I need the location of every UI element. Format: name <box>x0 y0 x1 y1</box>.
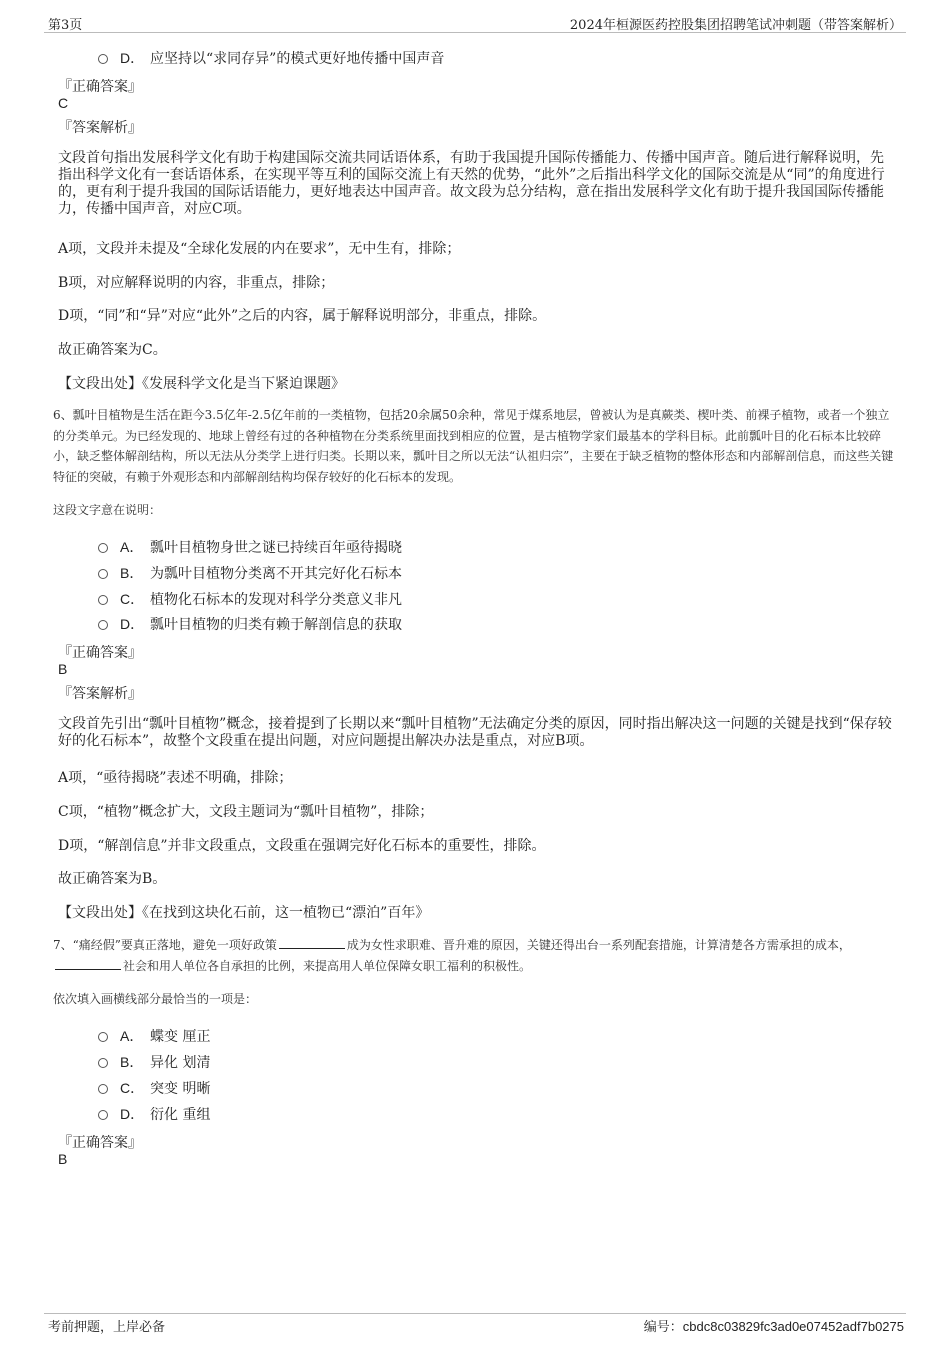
page-number: 第3页 <box>48 18 83 33</box>
q5-analysis-label: 『答案解析』 <box>58 120 142 136</box>
blank-line <box>279 936 345 949</box>
q6-option-d[interactable]: D． 瓢叶目植物的归类有赖于解剖信息的获取 <box>98 614 402 634</box>
document-code: 编号：cbdc8c03829fc3ad0e07452adf7b0275 <box>643 1319 904 1335</box>
q5-answer-label: 『正确答案』 <box>58 79 142 95</box>
q5-note-b: B项，对应解释说明的内容，非重点，排除； <box>58 275 335 291</box>
q6-option-b[interactable]: B． 为瓢叶目植物分类离不开其完好化石标本 <box>98 563 402 583</box>
page-footer <box>44 1313 906 1340</box>
blank-line <box>55 957 121 970</box>
radio-icon[interactable] <box>98 1058 108 1068</box>
page-header <box>44 12 906 33</box>
radio-icon[interactable] <box>98 620 108 630</box>
q7-option-c[interactable]: C． 突变 明晰 <box>98 1078 210 1098</box>
radio-icon[interactable] <box>98 1110 108 1120</box>
document-title: 2024年桓源医药控股集团招聘笔试冲刺题（带答案解析） <box>569 18 902 33</box>
radio-icon[interactable] <box>98 569 108 579</box>
q6-note-a: A项，“亟待揭晓”表述不明确，排除； <box>58 770 293 786</box>
q7-answer-label: 『正确答案』 <box>58 1135 142 1151</box>
q6-conclusion: 故正确答案为B。 <box>58 871 167 887</box>
q6-option-c[interactable]: C． 植物化石标本的发现对科学分类意义非凡 <box>98 589 402 609</box>
footer-slogan: 考前押题，上岸必备 <box>48 1320 166 1335</box>
q6-note-c: C项，“植物”概念扩大，文段主题词为“瓢叶目植物”，排除； <box>58 804 434 820</box>
q6-source: 【文段出处】《在找到这块化石前，这一植物已“漂泊”百年》 <box>58 905 430 921</box>
q6-note-d: D项，“解剖信息”并非文段重点，文段重在强调完好化石标本的重要性，排除。 <box>58 838 546 854</box>
q7-stem: 7、“痛经假”要真正落地，避免一项好政策 成为女性求职难、晋升难的原因，关键还得出台一系列配套措施，计算清楚各方需承担的成本，社会和用人单位各自承担的比例，来提高用人单位保障女职工福利的积极性。 <box>53 938 851 973</box>
q5-note-a: A项，文段并未提及“全球化发展的内在要求”，无中生有，排除； <box>58 241 461 257</box>
radio-icon[interactable] <box>98 1032 108 1042</box>
q7-option-b[interactable]: B． 异化 划清 <box>98 1052 210 1072</box>
radio-icon[interactable] <box>98 543 108 553</box>
q5-analysis: 文段首句指出发展科学文化有助于构建国际交流共同话语体系，有助于我国提升国际传播能力、传播中国声音。随后进行解释说明，先指出科学文化有一套话语体系，在实现平等互利的国际交流上有天然的优势，“此外”之后指出科学文化的国际交流是从“同”的角度进行的，更有利于提升我国的国际话语能力，更好地表达中国声音。故文段为总分结构，意在指出发展科学文化有助于提升我国国际传播能力，传播中国声音，对应C项。 <box>58 150 885 217</box>
q7-answer: B <box>58 1151 68 1167</box>
q6-answer: B <box>58 661 68 677</box>
q6-answer-label: 『正确答案』 <box>58 645 142 661</box>
q7-option-a[interactable]: A． 蝶变 厘正 <box>98 1026 210 1046</box>
q7-prompt: 依次填入画横线部分最恰当的一项是： <box>53 992 258 1006</box>
radio-icon[interactable] <box>98 54 108 64</box>
q6-stem: 6、瓢叶目植物是生活在距今3.5亿年-2.5亿年前的一类植物，包括20余属50余种，常见于煤系地层，曾被认为是真蕨类、楔叶类、前裸子植物，或者一个独立的分类单元。为已经发现的、地球上曾经有过的各种植物在分类系统里面找到相应的位置，是古植物学家们最基本的学科目标。此前瓢叶目的化石标本比较碎小，缺乏整体解剖结构，所以无法从分类学上进行归类。长期以来，瓢叶目之所以无法“认祖归宗”，主要在于缺乏植物的整体形态和内部解剖信息，而这些关键特征的突破，有赖于外观形态和内部解剖结构均保存较好的化石标本的发现。 <box>53 408 894 484</box>
q5-source: 【文段出处】《发展科学文化是当下紧迫课题》 <box>58 376 345 392</box>
q6-analysis: 文段首先引出“瓢叶目植物”概念，接着提到了长期以来“瓢叶目植物”无法确定分类的原因，同时指出解决这一问题的关键是找到“保存较好的化石标本”，故整个文段重在提出问题，对应问题提出解决办法是重点，对应B项。 <box>58 716 892 749</box>
radio-icon[interactable] <box>98 1084 108 1094</box>
q6-option-a[interactable]: A． 瓢叶目植物身世之谜已持续百年亟待揭晓 <box>98 537 402 557</box>
q5-conclusion: 故正确答案为C。 <box>58 342 167 358</box>
q5-note-d: D项，“同”和“异”对应“此外”之后的内容，属于解释说明部分，非重点，排除。 <box>58 308 547 324</box>
q5-option-d[interactable]: D． 应坚持以“求同存异”的模式更好地传播中国声音 <box>98 48 444 68</box>
q5-answer: C <box>58 95 69 111</box>
q7-option-d[interactable]: D． 衍化 重组 <box>98 1104 210 1124</box>
q6-analysis-label: 『答案解析』 <box>58 686 142 702</box>
q6-prompt: 这段文字意在说明： <box>53 503 162 517</box>
radio-icon[interactable] <box>98 595 108 605</box>
